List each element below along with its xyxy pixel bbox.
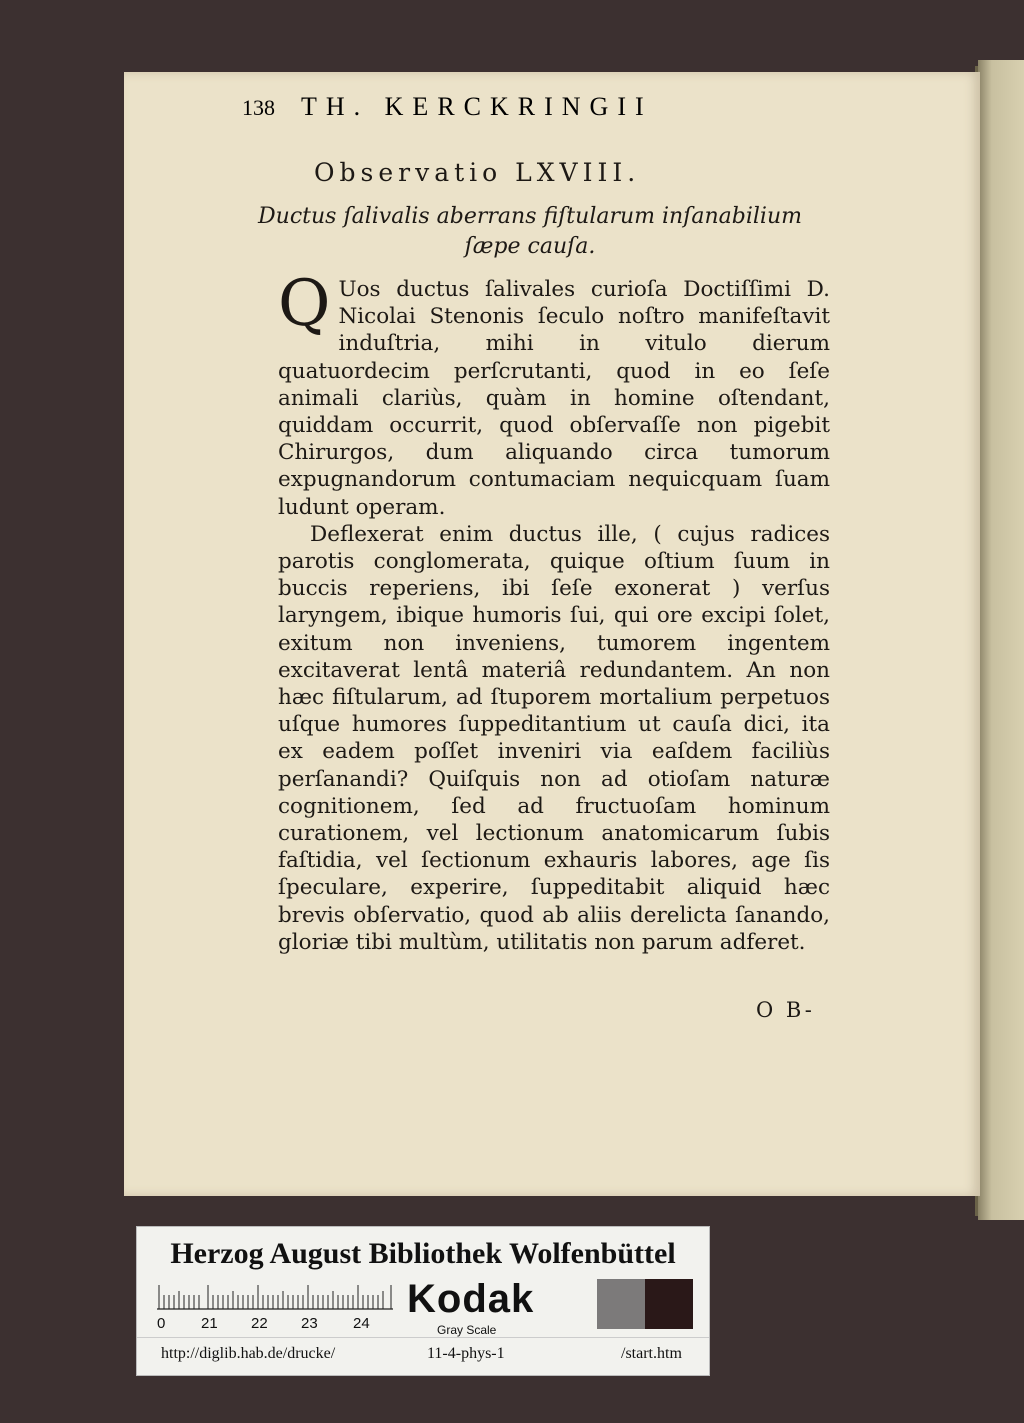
- ruler-label-0: 0: [157, 1315, 166, 1332]
- gray-scale-label: Gray Scale: [437, 1323, 497, 1337]
- subtitle-line-2: ſæpe cauſa.: [464, 234, 596, 259]
- kodak-logo: Kodak: [407, 1277, 535, 1321]
- gray-swatch-dark: [645, 1279, 693, 1329]
- subtitle-line-1: Ductus ſalivalis aberrans fiſtularum inſanabilium: [258, 204, 802, 229]
- observation-title: Observatio LXVIII.: [314, 158, 641, 187]
- catchword: O B-: [756, 998, 815, 1022]
- running-title: TH. KERCKRINGII: [301, 92, 653, 121]
- page-number: 138: [242, 95, 275, 120]
- ruler-label-23: 23: [301, 1315, 318, 1332]
- strip-divider: [137, 1337, 709, 1338]
- gray-swatch-mid: [597, 1279, 645, 1329]
- url-end: /start.htm: [621, 1345, 682, 1362]
- paragraph-1-text: Uos ductus ſalivales curioſa Doctiſſimi D. Nicolai Stenonis ſeculo noſtro manifeſtavit induſtria, mihi in vitulo dierum quatuordecim perſcrutanti, quod in eo ſeſe animali clariùs, quàm in homine oſtendant, quiddam occurrit, quod obſervaſſe non pigebit Chirurgos, dum aliquando circa tumorum expugnandorum contumaciam nequicquam ſuam ludunt operam.: [278, 277, 830, 520]
- body-text: [278, 267, 830, 956]
- adjacent-page-edge: [978, 60, 1024, 1220]
- running-header: [242, 92, 862, 132]
- ruler-label-21: 21: [201, 1315, 218, 1332]
- observation-subtitle: [250, 202, 810, 262]
- paragraph-2: Deflexerat enim ductus ille, ( cujus radices parotis conglomerata, quique oſtium ſuum in buccis reperiens, ibi ſeſe exonerat ) verſus laryngem, ibique humoris ſui, qui ore excipi ſolet, exitum non inveniens, tumorem ingentem excitaverat lentâ materiâ redundantem. An non hæc fiſtularum, ad ſtuporem mortalium perpetuos uſque humores ſuppeditantium ut cauſa dici, ita ex eadem poſſet inveniri via eaſdem faciliùs perſanandi? Quiſquis non ad otioſam naturæ cognitionem, ſed ad fructuoſam hominum curationem, vel lectionum anatomicarum ſubis faſtidia, vel ſectionum exhauris labores, age ſis ſpeculare, experire, ſuppeditabit aliquid hæc brevis obſervatio, quod ab aliis derelicta ſanando, gloriæ tibi multùm, utilitatis non parum adferet.: [278, 521, 830, 955]
- ruler-label-24: 24: [353, 1315, 370, 1332]
- ruler-label-22: 22: [251, 1315, 268, 1332]
- url-middle: 11-4-phys-1: [427, 1345, 505, 1362]
- library-color-strip: [136, 1226, 710, 1376]
- library-name: Herzog August Bibliothek Wolfenbüttel: [170, 1237, 676, 1270]
- paragraph-1: [278, 267, 830, 521]
- url-start: http://diglib.hab.de/drucke/: [161, 1345, 336, 1362]
- drop-capital: Q: [278, 267, 331, 341]
